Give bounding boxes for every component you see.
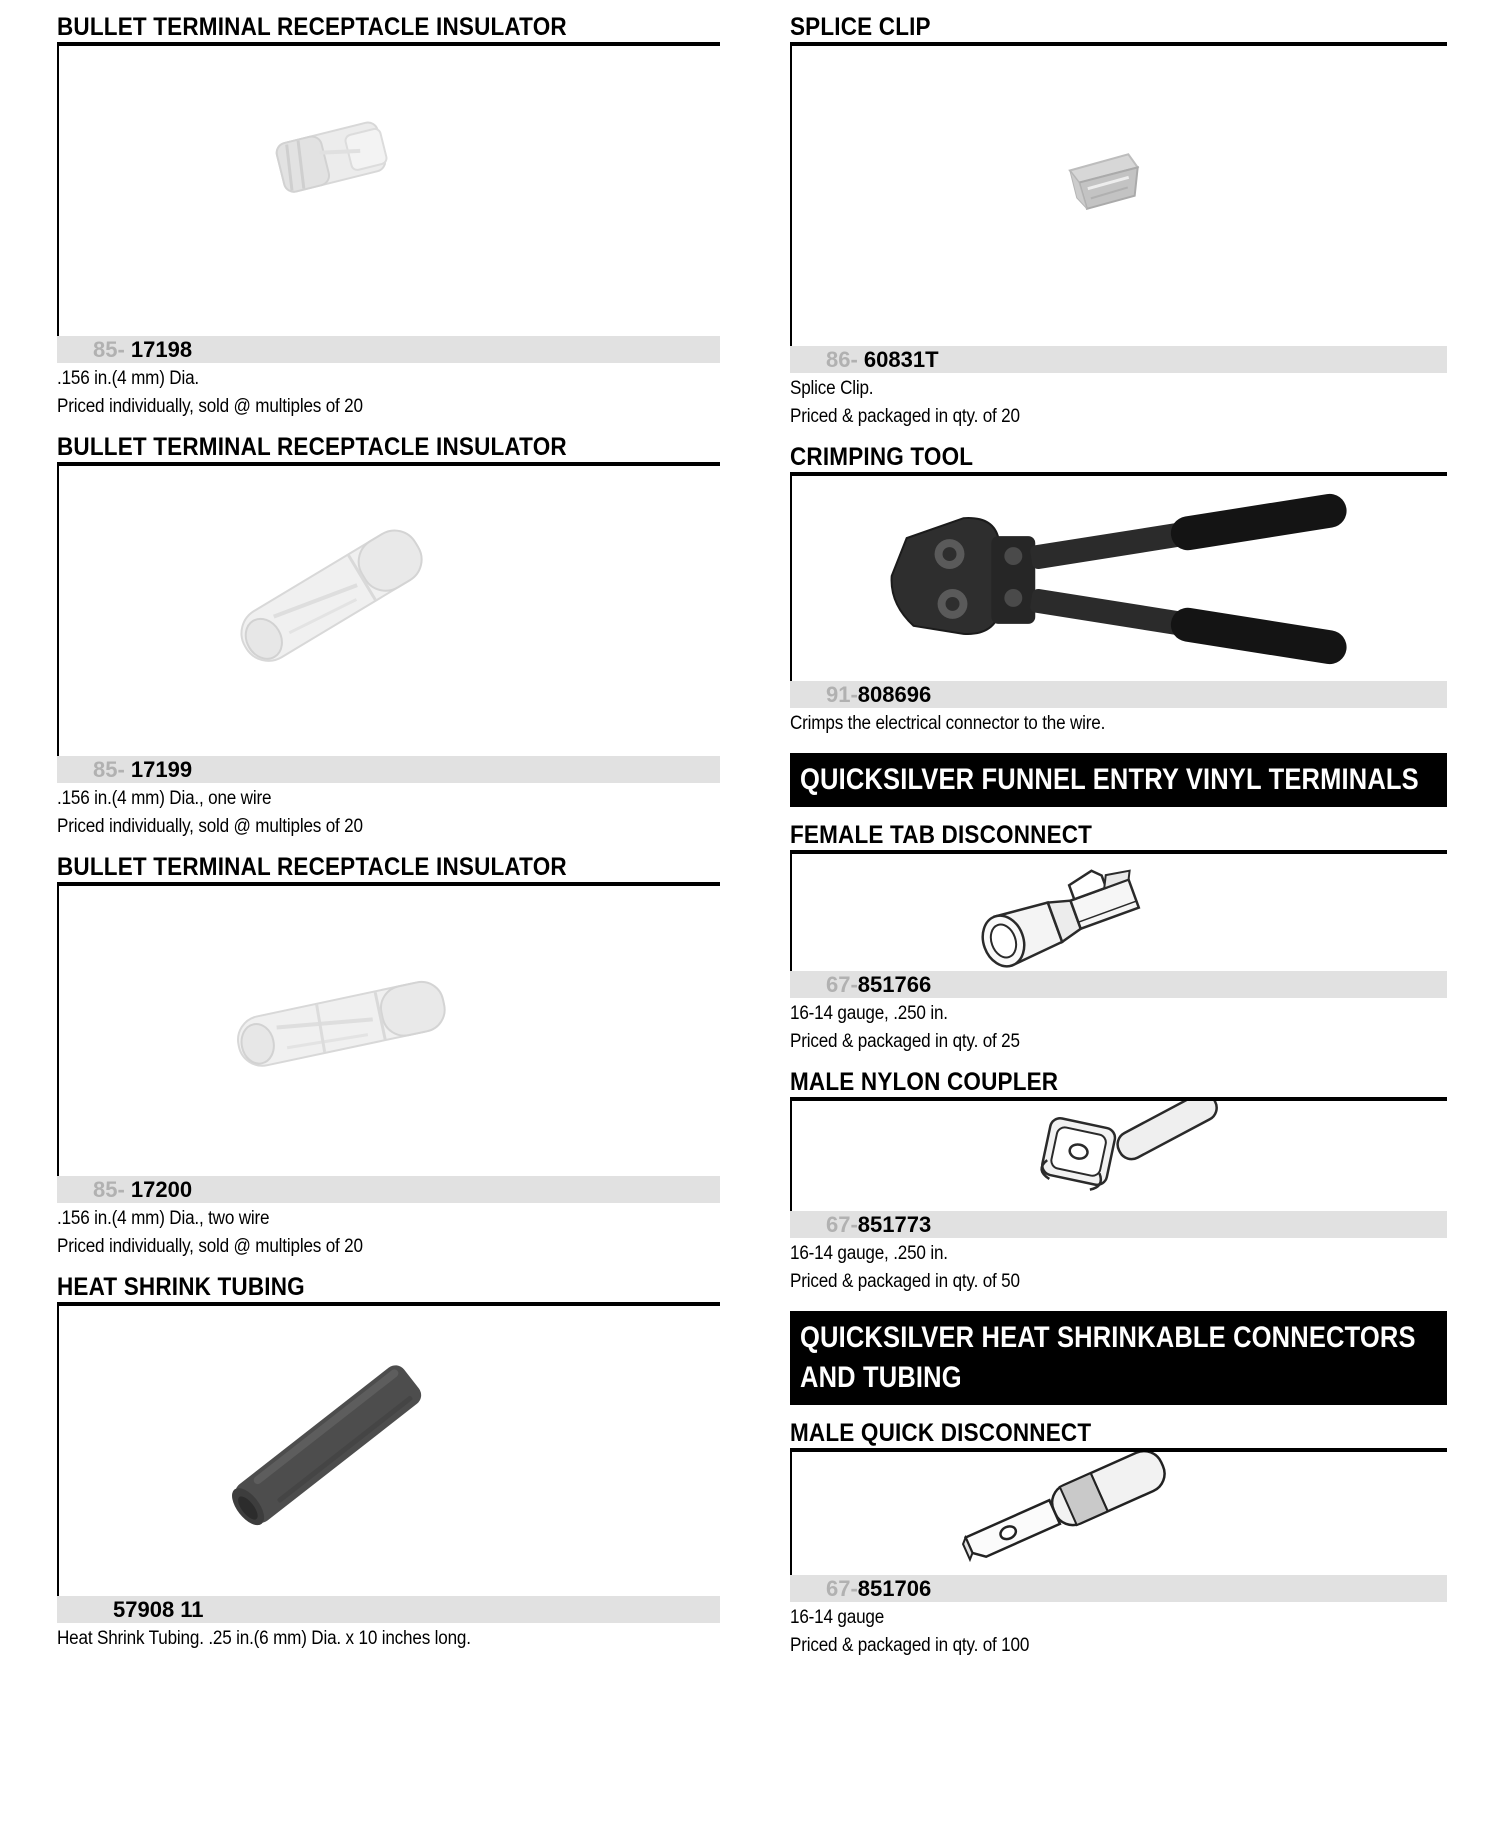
product-description: 16-14 gauge, .250 in. xyxy=(790,1243,948,1264)
product-description: 16-14 gauge, .250 in. xyxy=(790,1003,948,1024)
product-card xyxy=(790,822,1447,1054)
product-card xyxy=(790,444,1447,736)
product-heading-text: FEMALE TAB DISCONNECT xyxy=(790,821,1093,849)
product-description: Priced individually, sold @ multiples of 20 xyxy=(57,816,363,837)
product-card xyxy=(57,434,720,839)
part-number-bar xyxy=(790,1211,1447,1238)
product-card xyxy=(57,854,720,1259)
part-number: 808696 xyxy=(857,682,932,707)
part-number: 851706 xyxy=(857,1576,932,1601)
part-number-bar xyxy=(790,346,1447,373)
splice-clip-photo xyxy=(792,46,1447,346)
product-heading xyxy=(57,1274,720,1306)
product-image-box xyxy=(790,854,1447,971)
part-prefix: 91- xyxy=(826,682,858,707)
product-image-box xyxy=(790,476,1447,681)
product-image-box xyxy=(790,46,1447,346)
product-heading-text: SPLICE CLIP xyxy=(790,13,931,41)
section-banner-text: QUICKSILVER HEAT SHRINKABLE CONNECTORS AND TUBING xyxy=(800,1321,1416,1394)
section-banner xyxy=(790,753,1447,807)
part-number-bar xyxy=(790,971,1447,998)
part-prefix: 85- xyxy=(93,757,131,782)
product-heading-text: CRIMPING TOOL xyxy=(790,443,974,471)
part-number-bar xyxy=(57,336,720,363)
product-heading xyxy=(790,14,1447,46)
female-tab-disconnect-drawing xyxy=(792,854,1447,971)
part-number: 60831T xyxy=(863,347,939,372)
heat-shrink-tubing-photo xyxy=(59,1306,720,1596)
bullet-terminal-receptacle-insulator-photo xyxy=(59,886,720,1176)
product-description: Priced & packaged in qty. of 20 xyxy=(790,406,1020,427)
product-card xyxy=(57,1274,720,1651)
product-image-box xyxy=(57,46,720,336)
part-prefix: 85- xyxy=(93,337,131,362)
product-heading-text: BULLET TERMINAL RECEPTACLE INSULATOR xyxy=(57,433,567,461)
product-description: Priced individually, sold @ multiples of 20 xyxy=(57,1236,363,1257)
product-heading xyxy=(790,822,1447,854)
product-heading xyxy=(790,444,1447,476)
part-prefix: 67- xyxy=(826,972,858,997)
product-image-box xyxy=(57,1306,720,1596)
part-number-bar xyxy=(790,681,1447,708)
part-number: 17198 xyxy=(130,337,193,362)
product-description: Splice Clip. xyxy=(790,378,874,399)
section-banner xyxy=(790,1311,1447,1405)
product-heading xyxy=(57,14,720,46)
part-number-bar xyxy=(57,756,720,783)
part-number: 17199 xyxy=(130,757,193,782)
part-number-bar xyxy=(790,1575,1447,1602)
male-quick-disconnect-drawing xyxy=(792,1452,1447,1575)
part-prefix: 67- xyxy=(826,1576,858,1601)
product-description: .156 in.(4 mm) Dia., one wire xyxy=(57,788,272,809)
part-number: 851766 xyxy=(857,972,932,997)
right-column xyxy=(790,14,1447,1658)
product-description: Priced & packaged in qty. of 100 xyxy=(790,1635,1030,1656)
product-description: Crimps the electrical connector to the wire. xyxy=(790,713,1106,734)
section-banner-text: QUICKSILVER FUNNEL ENTRY VINYL TERMINALS xyxy=(800,763,1419,796)
product-heading xyxy=(57,854,720,886)
product-heading-text: MALE QUICK DISCONNECT xyxy=(790,1419,1092,1447)
left-column xyxy=(57,14,720,1651)
part-number: 17200 xyxy=(130,1177,193,1202)
product-description: Heat Shrink Tubing. .25 in.(6 mm) Dia. x 10 inches long. xyxy=(57,1628,471,1649)
product-image-box xyxy=(790,1101,1447,1211)
part-number-bar xyxy=(57,1596,720,1623)
product-card xyxy=(790,14,1447,429)
product-description: Priced & packaged in qty. of 50 xyxy=(790,1271,1020,1292)
part-prefix: 67- xyxy=(826,1212,858,1237)
product-card xyxy=(790,1069,1447,1294)
product-heading-text: HEAT SHRINK TUBING xyxy=(57,1273,305,1301)
product-image-box xyxy=(57,466,720,756)
product-description: .156 in.(4 mm) Dia., two wire xyxy=(57,1208,270,1229)
part-number: 57908 11 xyxy=(113,1597,204,1622)
part-prefix: 85- xyxy=(93,1177,131,1202)
product-card xyxy=(790,1420,1447,1658)
product-description: Priced & packaged in qty. of 25 xyxy=(790,1031,1020,1052)
product-heading xyxy=(790,1069,1447,1101)
product-heading-text: BULLET TERMINAL RECEPTACLE INSULATOR xyxy=(57,853,567,881)
male-nylon-coupler-drawing xyxy=(792,1101,1447,1211)
part-number: 851773 xyxy=(857,1212,932,1237)
product-image-box xyxy=(57,886,720,1176)
part-prefix: 86- xyxy=(826,347,864,372)
product-description: 16-14 gauge xyxy=(790,1607,885,1628)
product-heading xyxy=(57,434,720,466)
part-number-bar xyxy=(57,1176,720,1203)
product-image-box xyxy=(790,1452,1447,1575)
bullet-terminal-receptacle-insulator-photo xyxy=(59,46,720,336)
product-heading-text: BULLET TERMINAL RECEPTACLE INSULATOR xyxy=(57,13,567,41)
product-heading xyxy=(790,1420,1447,1452)
product-description: .156 in.(4 mm) Dia. xyxy=(57,368,199,389)
crimping-tool-photo xyxy=(792,476,1447,681)
product-heading-text: MALE NYLON COUPLER xyxy=(790,1068,1059,1096)
product-description: Priced individually, sold @ multiples of 20 xyxy=(57,396,363,417)
product-card xyxy=(57,14,720,419)
bullet-terminal-receptacle-insulator-photo xyxy=(59,466,720,756)
